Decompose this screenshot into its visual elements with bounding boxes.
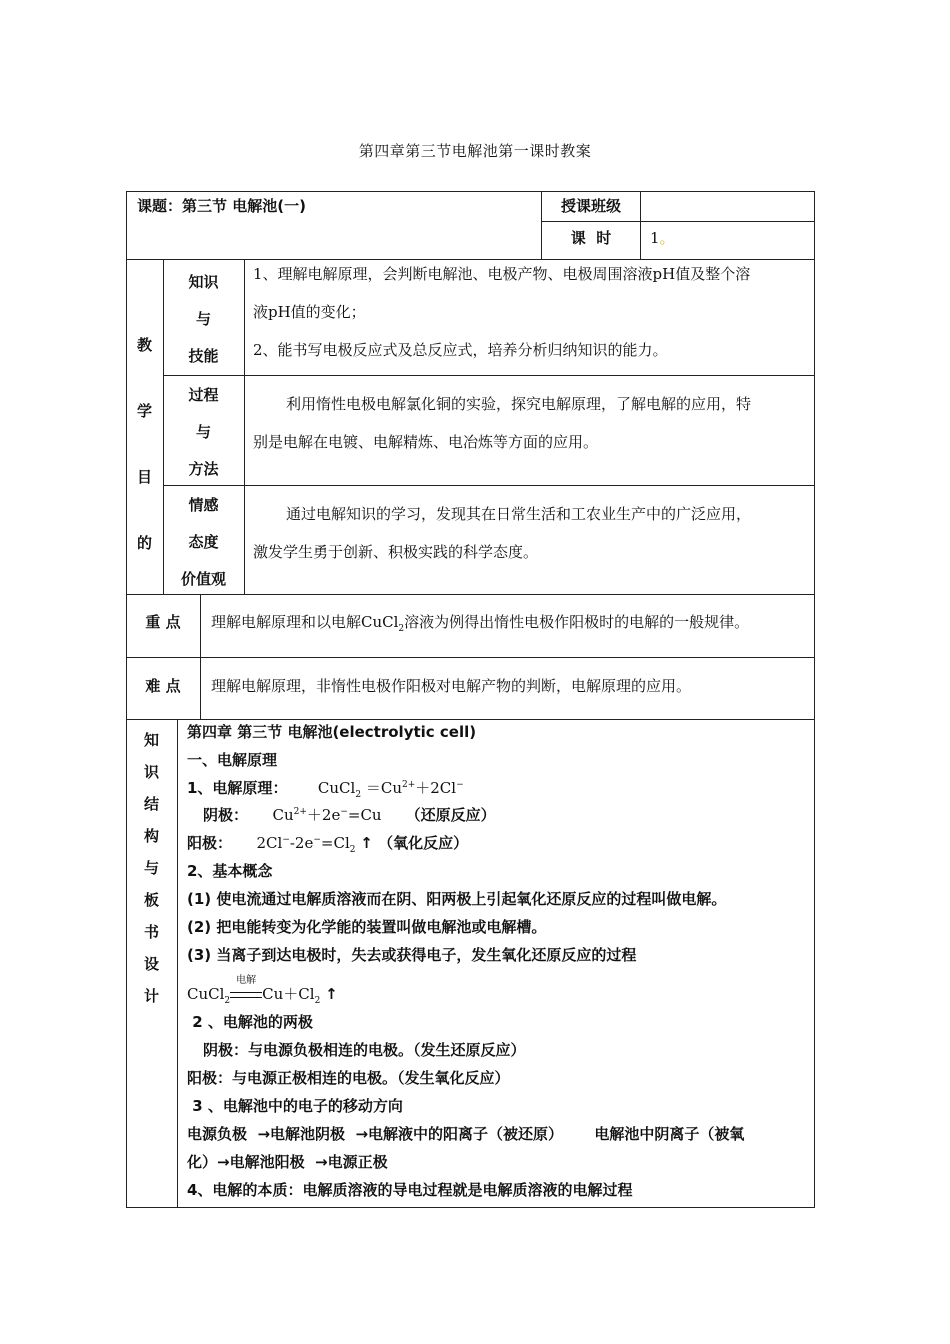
concept-3: (3) 当离子到达电极时，失去或获得电子，发生氧化还原反应的过程 (187, 946, 637, 964)
principle-equation: 1、电解原理： CuCl$_2$ $=Cu^{2+}+2Cl^-$ (187, 779, 464, 800)
section-electrodes: 2 、电解池的两极 (187, 1013, 313, 1031)
electron-flow-line-1: 电源负极 →电解池阴极 →电解液中的阳离子（被还原） 电解池中阴离子（被氧 (187, 1125, 745, 1143)
section-concepts: 2、基本概念 (187, 862, 273, 880)
topic-label: 课题：第三节 电解池(一) (137, 197, 306, 215)
key-point-text: 理解电解原理和以电解CuCl$_2$溶液为例得出惰性电极作阳极时的电解的一般规律。 (211, 613, 750, 634)
difficulty-text: 理解电解原理，非惰性电极作阳极对电解产物的判断，电解原理的应用。 (211, 677, 692, 695)
section-electron-flow: 3 、电解池中的电子的移动方向 (187, 1097, 403, 1115)
cathode-equation: 阴极： $Cu^{2+}+2e^-=Cu$ （还原反应） (203, 806, 496, 824)
objective-text-emotion: 通过电解知识的学习，发现其在日常生活和工农业生产中的广泛应用， 激发学生勇于创新、积极实践的科学态度。 (253, 505, 752, 561)
concept-1: (1) 使电流通过电解质溶液而在阴、阳两极上引起氧化还原反应的过程叫做电解。 (187, 890, 727, 908)
objective-label-knowledge: 知识 与 技能 (188, 273, 219, 365)
difficulty-label: 难 点 (145, 677, 181, 695)
knowledge-side-label: 知 识 结 构 与 板 书 设 计 (143, 731, 159, 1005)
electrolysis-essence: 4、电解的本质：电解质溶液的导电过程就是电解质溶液的电解过程 (187, 1181, 633, 1199)
concept-2: (2) 把电能转变为化学能的装置叫做电解池或电解槽。 (187, 918, 547, 936)
key-point-label: 重 点 (145, 613, 181, 631)
cathode-definition: 阴极：与电源负极相连的电极。（发生还原反应） (203, 1041, 526, 1059)
class-label: 授课班级 (560, 197, 621, 215)
knowledge-heading: 第四章 第三节 电解池(electrolytic cell) (187, 723, 477, 741)
period-label: 课 时 (570, 229, 612, 247)
overall-equation: CuCl$_2$ 电解 $Cu+Cl_2$ ↑ (187, 975, 338, 1006)
objective-label-emotion: 情感 态度 价值观 (180, 496, 226, 588)
document-title: 第四章第三节电解池第一课时教案 (358, 142, 592, 160)
period-value: 1。 (650, 229, 675, 247)
objective-text-knowledge: 1、理解电解原理，会判断电解池、电极产物、电极周围溶液pH值及整个溶 液pH值的变化； 2、能书写电极反应式及总反应式，培养分析归纳知识的能力。 (253, 265, 751, 359)
anode-equation: 阳极： $2Cl^--2e^-=Cl_2$ ↑ （氧化反应） (187, 834, 469, 855)
section-principle: 一、电解原理 (187, 751, 278, 769)
electron-flow-line-2: 化）→电解池阳极 →电源正极 (187, 1153, 388, 1171)
objective-text-process: 利用惰性电极电解氯化铜的实验，探究电解原理，了解电解的应用，特 别是电解在电镀、电解精炼、电冶炼等方面的应用。 (253, 395, 752, 451)
objective-label-process: 过程 与 方法 (188, 386, 219, 478)
objectives-group-label: 教 学 目 的 (136, 336, 152, 552)
electrolysis-condition: 电解 (230, 985, 262, 1003)
anode-definition: 阳极：与电源正极相连的电极。（发生氧化反应） (187, 1069, 510, 1087)
